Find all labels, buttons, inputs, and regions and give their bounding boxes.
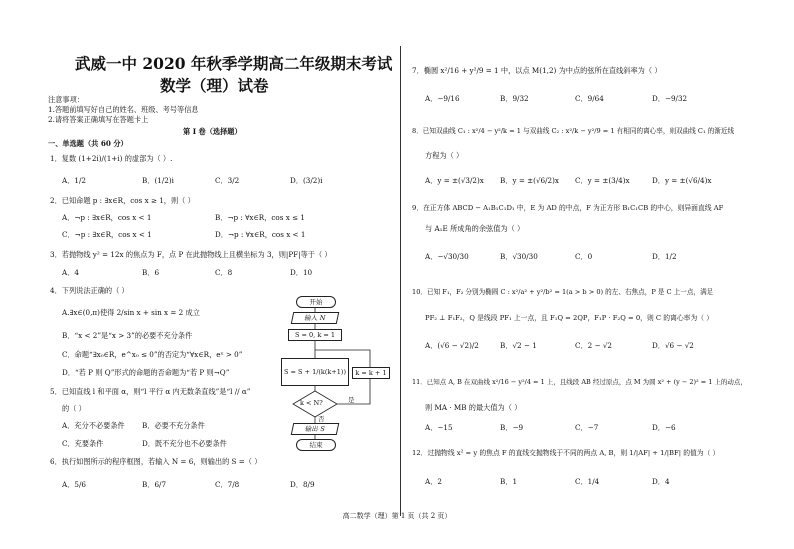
q4-option-b: B．“x < 2”是“x > 3”的必要不充分条件 <box>62 331 193 340</box>
q5-option-b: B．必要不充分条件 <box>142 421 205 430</box>
q8-option-a: A．y = ±(√3/2)x <box>425 176 484 185</box>
q6-stem: 6．执行如图所示的程序框图，若输入 N = 6，则输出的 S =（ ） <box>50 457 262 466</box>
flow-update: S = S + 1/(k(k+1)) <box>281 358 349 386</box>
q5-option-a: A．充分不必要条件 <box>62 421 125 430</box>
q3-option-c: C．8 <box>215 268 233 277</box>
q8-stem: 8．已知双曲线 C₁ : x²/4 − y²/k = 1 与双曲线 C₂ : x²/k − y²/9 = 1 有相同的离心率，则双曲线 C₁ 的渐近线 <box>412 127 735 135</box>
q10-option-c: C．2 − √2 <box>575 341 613 350</box>
q6-option-b: B．6/7 <box>142 480 167 489</box>
note-2: 2.请将答案正确填写在答题卡上 <box>48 115 149 124</box>
q2-option-d: D．¬p : ∀x∈R，cos x < 1 <box>215 230 306 239</box>
exam-subtitle: 数学（理）试卷 <box>160 76 269 95</box>
q8-option-d: D．y = ±(√6/4)x <box>652 176 712 185</box>
q2-option-a: A．¬p : ∃x∈R，cos x < 1 <box>62 213 152 222</box>
q6-option-c: C．7/8 <box>215 480 240 489</box>
q10-option-a: A．(√6 − √2)/2 <box>425 341 479 350</box>
q9-option-b: B．√30/30 <box>500 252 538 261</box>
q11-stem-cont: 则 MA · MB 的最大值为（ ） <box>425 403 522 412</box>
notes-heading: 注意事项： <box>48 95 84 104</box>
q12-option-a: A．2 <box>425 477 442 486</box>
exam-title: 武威一中 2020 年秋季学期高二年级期末考试 <box>75 54 393 73</box>
flow-start: 开始 <box>296 296 336 308</box>
q7-option-a: A．−9/16 <box>425 94 460 103</box>
q11-option-b: B．−9 <box>500 423 524 432</box>
q5-stem: 5．已知直线 l 和平面 α，则“l 平行 α 内无数条直线”是“l // α” <box>50 387 251 396</box>
q1-option-a: A．1/2 <box>62 176 86 185</box>
q5-stem-cont: 的（ ） <box>62 404 86 413</box>
q2-option-c: C．¬p : ∃x∈R，cos x < 1 <box>62 230 152 239</box>
q9-stem: 9．在正方体 ABCD − A₁B₁C₁D₁ 中，E 为 AD 的中点，F 为正方形 B₁C₁CB 的中心，则异面直线 AF <box>412 204 724 212</box>
flow-increment: k = k + 1 <box>352 367 390 379</box>
q12-option-c: C．1/4 <box>575 477 600 486</box>
q8-option-c: C．y = ±(3/4)x <box>575 176 630 185</box>
q9-option-a: A．−√30/30 <box>425 252 469 261</box>
q9-option-d: D．1/2 <box>652 252 677 261</box>
q7-option-c: C．9/64 <box>575 94 604 103</box>
page-footer: 高二数学（理）第 1 页（共 2 页） <box>342 512 452 520</box>
flow-input: 输入 N <box>291 312 340 324</box>
volume-heading: 第 I 卷（选择题） <box>183 127 242 136</box>
q12-option-d: D．4 <box>652 477 670 486</box>
section-heading: 一、单选题（共 60 分） <box>48 139 128 148</box>
q10-option-d: D．√6 − √2 <box>652 341 694 350</box>
q8-option-b: B．y = ±(√6/2)x <box>500 176 559 185</box>
q1-option-b: B．(1/2)i <box>142 176 174 185</box>
q8-stem-cont: 方程为（ ） <box>425 151 464 160</box>
column-divider <box>400 46 401 516</box>
q3-option-a: A．4 <box>62 268 79 277</box>
q9-stem-cont: 与 A₁E 所成角的余弦值为（ ） <box>425 224 525 233</box>
q11-option-a: A．−15 <box>425 423 453 432</box>
q10-stem-cont: PF₂ ⊥ F₁F₂，Q 是线段 PF₁ 上一点，且 F₁Q = 2QP，F₁P · F₂Q = 0，则 C 的离心率为（ ） <box>425 314 714 322</box>
flow-condition: k < N? <box>300 399 323 407</box>
note-1: 1.答题前填写好自己的姓名、班级、考号等信息 <box>48 105 199 114</box>
q11-option-c: C．−7 <box>575 423 599 432</box>
flow-end: 结束 <box>296 439 336 451</box>
q10-stem: 10．已知 F₁，F₂ 分别为椭圆 C : x²/a² + y²/b² = 1(a > b > 0) 的左、右焦点，P 是 C 上一点，满足 <box>412 288 714 296</box>
q3-stem: 3．若抛物线 y² = 12x 的焦点为 F，点 P 在此抛物线上且横坐标为 3，则|PF|等于（ ） <box>50 250 332 259</box>
q4-option-d: D．“若 P 则 Q”形式的命题的否命题为“若 P 则¬Q” <box>62 368 230 377</box>
q1-stem: 1．复数 (1+2i)/(1+i) 的虚部为（ ）. <box>50 154 173 163</box>
q3-option-d: D．10 <box>290 268 313 277</box>
q7-option-b: B．9/32 <box>500 94 529 103</box>
q7-option-d: D．−9/32 <box>652 94 688 103</box>
q12-stem: 12．过抛物线 x² = y 的焦点 F 的直线交抛物线于不同的两点 A, B，则 1/|AF| + 1/|BF| 的值为（ ） <box>412 449 720 457</box>
flow-no-label: 否 <box>318 415 325 423</box>
q11-stem: 11．已知点 A, B 在双曲线 x²/16 − y²/4 = 1 上，且线段 AB 经过原点，点 M 为圆 x² + (y − 2)² = 1 上的动点， <box>412 378 747 386</box>
q3-option-b: B．6 <box>142 268 160 277</box>
q7-stem: 7．椭圆 x²/16 + y²/9 = 1 中，以点 M(1,2) 为中点的弦所在直线斜率为（ ） <box>412 66 662 75</box>
q5-option-d: D．既不充分也不必要条件 <box>142 439 227 448</box>
q12-option-b: B．1 <box>500 477 518 486</box>
q4-stem: 4．下列说法正确的（ ） <box>50 286 129 295</box>
q10-option-b: B．√2 − 1 <box>500 341 537 350</box>
q6-option-d: D．8/9 <box>290 480 315 489</box>
q11-option-d: D．−6 <box>652 423 676 432</box>
q4-option-a: A.∃x∈(0,π)使得 2/sin x + sin x = 2 成立 <box>62 308 200 317</box>
q4-option-c: C．命题“∃x₀∈R，e^x₀ ≤ 0”的否定为“∀x∈R，eˣ > 0” <box>62 350 243 359</box>
q6-option-a: A．5/6 <box>62 480 86 489</box>
q2-stem: 2．已知命题 p : ∃x∈R，cos x ≥ 1，则（ ） <box>50 196 195 205</box>
q2-option-b: B．¬p : ∀x∈R，cos x ≤ 1 <box>215 213 305 222</box>
flow-output: 输出 S <box>291 423 340 435</box>
q5-option-c: C．充要条件 <box>62 439 104 448</box>
q9-option-c: C．0 <box>575 252 593 261</box>
q1-option-d: D．(3/2)i <box>290 176 323 185</box>
flow-yes-label: 是 <box>348 396 355 404</box>
q1-option-c: C．3/2 <box>215 176 240 185</box>
flow-init: S = 0, k = 1 <box>288 329 342 341</box>
